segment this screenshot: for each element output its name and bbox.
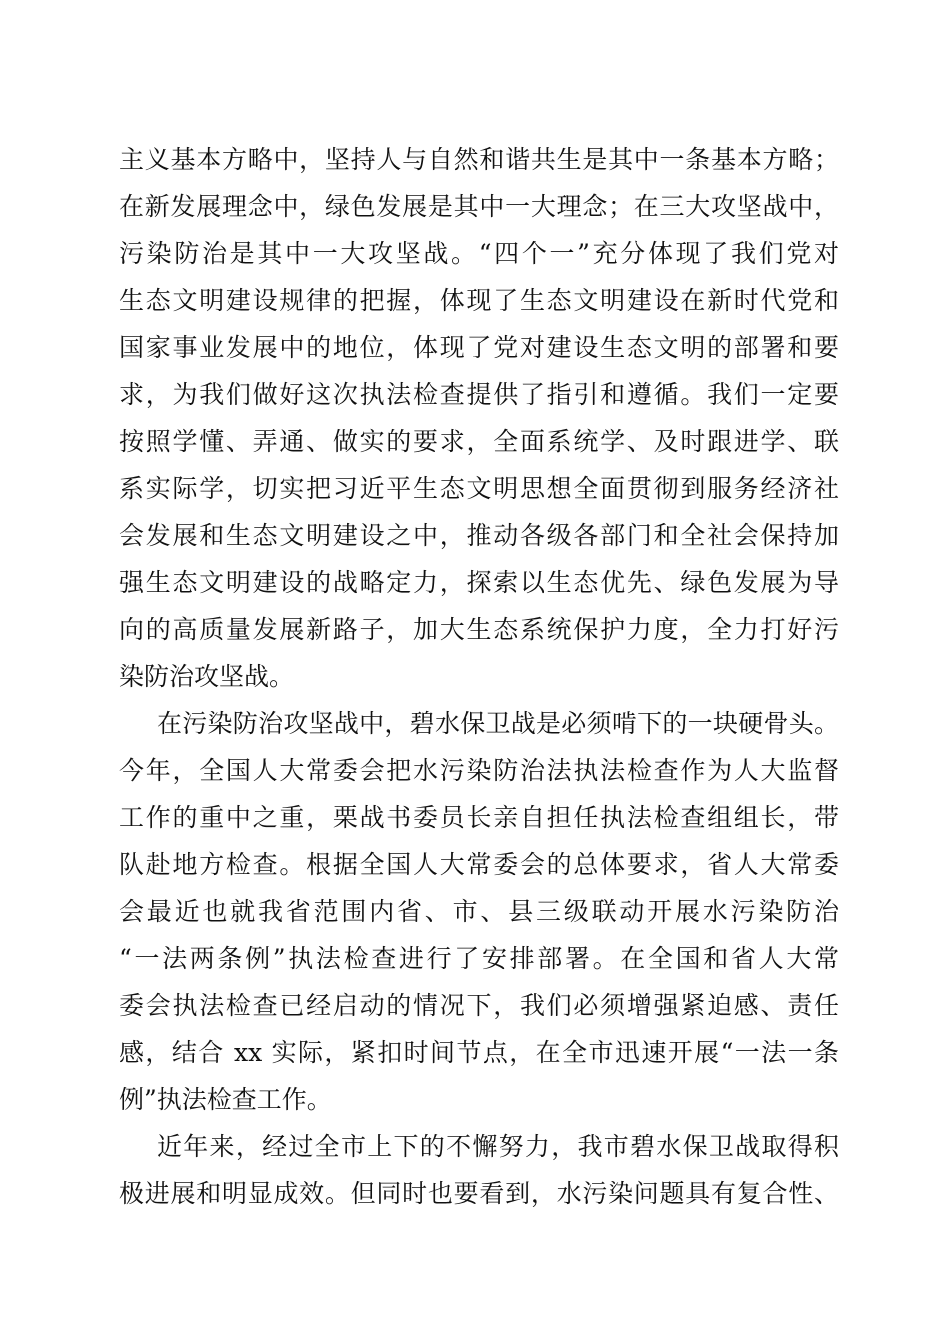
paragraph-1-line-3: 污染防治是其中一大攻坚战。“四个一”充分体现了我们党对 (119, 239, 839, 268)
paragraph-3-line-1: 近年来，经过全市上下的不懈努力，我市碧水保卫战取得积 (157, 1132, 839, 1161)
paragraph-2-line-9: 例”执法检查工作。 (119, 1085, 332, 1114)
paragraph-1-line-6: 求，为我们做好这次执法检查提供了指引和遵循。我们一定要 (119, 380, 839, 409)
paragraph-1-line-7: 按照学懂、弄通、做实的要求，全面系统学、及时跟进学、联 (119, 427, 839, 456)
paragraph-1-line-4: 生态文明建设规律的把握，体现了生态文明建设在新时代党和 (119, 286, 839, 315)
paragraph-1-line-11: 向的高质量发展新路子，加大生态系统保护力度，全力打好污 (119, 615, 839, 644)
paragraph-2-line-1: 在污染防治攻坚战中，碧水保卫战是必须啃下的一块硬骨头。 (157, 709, 839, 738)
document-body (119, 136, 839, 1217)
paragraph-2-line-2: 今年，全国人大常委会把水污染防治法执法检查作为人大监督 (119, 756, 839, 785)
paragraph-1-line-5: 国家事业发展中的地位，体现了党对建设生态文明的部署和要 (119, 333, 839, 362)
paragraph-2-line-8: 感，结合 xx 实际，紧扣时间节点，在全市迅速开展“一法一条 (119, 1038, 839, 1067)
paragraph-1-line-1: 主义基本方略中，坚持人与自然和谐共生是其中一条基本方略； (119, 145, 839, 174)
paragraph-1-line-2: 在新发展理念中，绿色发展是其中一大理念；在三大攻坚战中， (119, 192, 839, 221)
paragraph-3-line-2: 极进展和明显成效。但同时也要看到，水污染问题具有复合性、 (119, 1179, 839, 1208)
paragraph-1-line-12: 染防治攻坚战。 (119, 662, 295, 691)
paragraph-1-line-10: 强生态文明建设的战略定力，探索以生态优先、绿色发展为导 (119, 568, 839, 597)
paragraph-2-line-5: 会最近也就我省范围内省、市、县三级联动开展水污染防治 (119, 897, 839, 926)
paragraph-2-line-3: 工作的重中之重，栗战书委员长亲自担任执法检查组组长，带 (119, 803, 839, 832)
paragraph-2-line-6: “一法两条例”执法检查进行了安排部署。在全国和省人大常 (119, 944, 839, 973)
paragraph-1-line-8: 系实际学，切实把习近平生态文明思想全面贯彻到服务经济社 (119, 474, 839, 503)
paragraph-2-line-4: 队赴地方检查。根据全国人大常委会的总体要求，省人大常委 (119, 850, 839, 879)
paragraph-2-line-7: 委会执法检查已经启动的情况下，我们必须增强紧迫感、责任 (119, 991, 839, 1020)
paragraph-1-line-9: 会发展和生态文明建设之中，推动各级各部门和全社会保持加 (119, 521, 839, 550)
